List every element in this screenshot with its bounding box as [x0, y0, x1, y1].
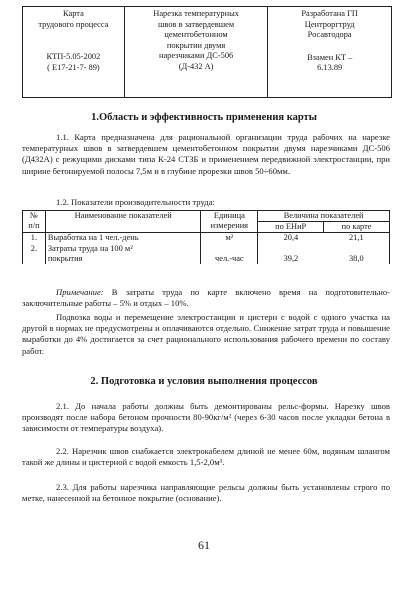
row2-unit: чел.-час [201, 244, 258, 264]
table-header-no-line2: п/п [28, 221, 40, 231]
section1-paragraph3: Подвозка воды и перемещение электростанции и цистерн с водой с одного участка на другой в нормах не предусмотрены и оплачиваются отдельно. Снижение затрат труда и повышение выработки до 4% достигается за счет рационального использования рабочего времени по составу работ. [22, 312, 390, 356]
table-header-values [258, 211, 390, 233]
header-title-line2: швов в затвердевшем [157, 19, 235, 29]
header-card-title [124, 7, 268, 98]
section2-paragraph3: 2.3. Для работы нарезчика направляющие рельсы должны быть установлены строго по метке, нанесенной на бетонное покрытие (основание). [22, 482, 390, 504]
table-header-no-line1: № [29, 211, 38, 220]
table-header-name: Наименование показателей [45, 211, 201, 233]
table-row [23, 233, 390, 244]
section2-paragraph2: 2.2. Нарезчик швов снабжается электрокабелем длиной не менее 60м, водяным шлангом такой же длины и цистерной с водой емкость 1,5-2,0м³. [22, 446, 390, 468]
row2-no: 2. [23, 244, 46, 264]
note-text: В затраты труда по карте включено время на подготовительно-заключительные работы – 5% и отдых – 10%. [22, 287, 390, 309]
section1-note [22, 287, 390, 309]
row1-name: Выработка на 1 чел.-день [45, 233, 201, 244]
header-dev-line5: 6.13.89 [317, 63, 343, 72]
header-dev-line4: Взамен КТ – [307, 52, 353, 62]
header-table [22, 6, 392, 98]
header-dev-line3: Росавтодора [307, 30, 352, 39]
header-card-code2: ( Е17-21-7- 89) [47, 62, 100, 72]
row2-card: 38,0 [324, 244, 390, 264]
section2-title: 2. Подготовка и условия выполнения процессов [90, 376, 318, 387]
row2-name-line2: покрытия [47, 253, 83, 263]
header-title-line6: (Д-432 А) [178, 61, 214, 71]
row2-name-line1: Затраты труда на 100 м² [47, 243, 133, 253]
header-title-line5: нарезчиками ДС-506 [158, 51, 234, 60]
table-header-card: по карте [341, 222, 372, 232]
productivity-table [22, 210, 390, 264]
row1-no: 1. [23, 233, 46, 244]
section2-paragraph1: 2.1. До начала работы должны быть демонтированы рельс-формы. Нарезку швов производят после набора бетоном прочности 80-90кг/м² (через 6-30 часов после укладки бетона в зависимости от температуры воздуха). [22, 401, 390, 434]
header-card-line2: трудового процесса [38, 19, 109, 29]
header-card-code: КТП-5.05-2002 [46, 52, 101, 61]
header-card-line1: Карта [63, 9, 84, 18]
row1-enir: 20,4 [258, 233, 324, 244]
row1-unit: м² [201, 233, 258, 244]
header-title-line3: цементобетонном [164, 30, 228, 39]
table-header-unit [201, 211, 258, 233]
section1-title: 1.Область и эффективность применения карты [91, 112, 317, 123]
header-card-developer [268, 7, 392, 98]
table-row [23, 244, 390, 264]
table-header-no [23, 211, 46, 233]
section1-paragraph2: 1.2. Показатели производительности труда: [56, 197, 215, 207]
header-card-type [23, 7, 125, 98]
note-label: Примечание: [56, 287, 104, 297]
row2-name [45, 244, 201, 264]
table-header-unit-line2: измерения [210, 221, 249, 231]
page-number: 61 [198, 538, 210, 552]
header-dev-line1: Разработана ГП [301, 9, 358, 18]
header-dev-line2: Центроргтруд [304, 19, 355, 29]
row1-card: 21,1 [324, 233, 390, 244]
table-header-enir: по ЕНиР [258, 222, 324, 232]
header-title-line1: Нарезка температурных [153, 9, 239, 18]
section1-paragraph1: 1.1. Карта предназначена для рациональной организации труда рабочих на нарезке температурных швов в затвердевшем цементобетонном покрытии двумя нарезчиками ДС-506 (Д432А) с режущими дисками типа К-24 СТЗБ и применением передвижной электростанции, при ширине бетонируемой полосы 7,5м и в глубине прорезки швов 50÷60мм. [22, 132, 390, 176]
table-header-unit-line1: Единица [213, 211, 245, 220]
table-header-values-label: Величина показателей [258, 211, 389, 222]
row2-enir: 39,2 [258, 244, 324, 264]
header-title-line4: покрытии двумя [166, 40, 226, 50]
